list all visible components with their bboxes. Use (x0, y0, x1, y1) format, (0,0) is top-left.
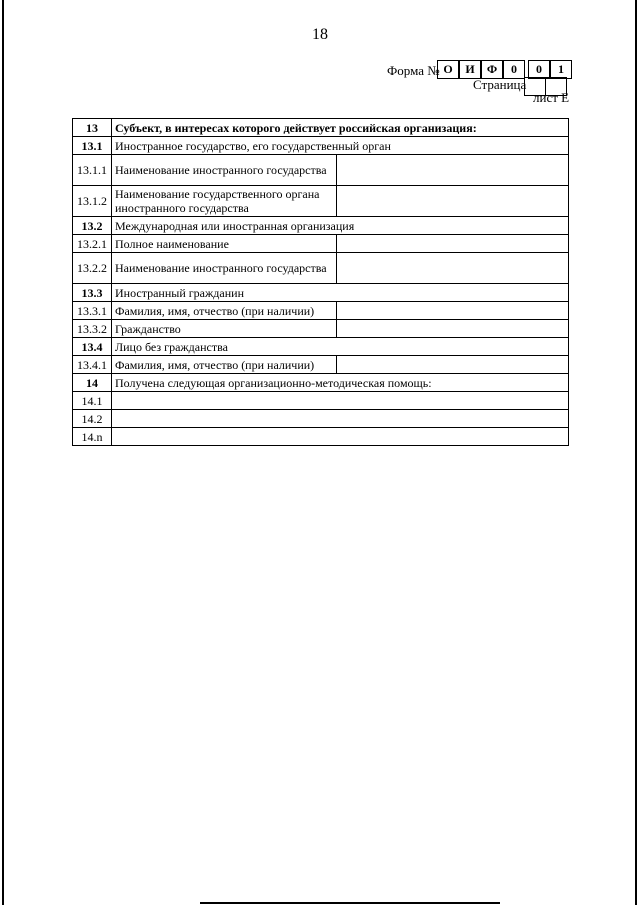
field-value[interactable] (337, 320, 569, 338)
field-label: Наименование иностранного государства (112, 155, 337, 186)
table-row (73, 253, 569, 284)
field-label: Гражданство (112, 320, 337, 338)
scan-border-left (2, 0, 4, 905)
row-number: 13.2.2 (73, 253, 112, 284)
row-number: 14.n (73, 428, 112, 446)
scan-border-right (635, 0, 637, 905)
field-value[interactable] (337, 235, 569, 253)
form-code-char: 0 (528, 60, 550, 79)
table-row (73, 410, 569, 428)
row-heading: Иностранное государство, его государственный орган (112, 137, 569, 155)
page-field-label: Страница (473, 77, 527, 92)
form-number-label: Форма № (387, 63, 440, 78)
entry-field[interactable] (112, 410, 569, 428)
row-number: 14.1 (73, 392, 112, 410)
row-number: 13.2 (73, 217, 112, 235)
table-row (73, 392, 569, 410)
entry-field[interactable] (112, 428, 569, 446)
field-label: Наименование иностранного государства (112, 253, 337, 284)
entry-field[interactable] (112, 392, 569, 410)
row-number: 13.1.1 (73, 155, 112, 186)
form-code-char: 0 (503, 60, 525, 79)
scan-border-bottom (200, 902, 500, 904)
row-number: 13.4 (73, 338, 112, 356)
row-heading: Иностранный гражданин (112, 284, 569, 302)
page-field (473, 77, 529, 93)
row-number: 13.1.2 (73, 186, 112, 217)
row-heading: Международная или иностранная организация (112, 217, 569, 235)
table-row (73, 235, 569, 253)
page-number: 18 (312, 26, 328, 43)
row-number: 13.2.1 (73, 235, 112, 253)
field-label: Фамилия, имя, отчество (при наличии) (112, 302, 337, 320)
table-row (73, 374, 569, 392)
table-row (73, 137, 569, 155)
table-row (73, 356, 569, 374)
field-value[interactable] (337, 302, 569, 320)
row-number: 13.1 (73, 137, 112, 155)
row-heading: Лицо без гражданства (112, 338, 569, 356)
subject-table (72, 118, 569, 446)
field-label: Фамилия, имя, отчество (при наличии) (112, 356, 337, 374)
field-label: Полное наименование (112, 235, 337, 253)
table-row (73, 119, 569, 137)
field-value[interactable] (337, 253, 569, 284)
table-row (73, 428, 569, 446)
table-row (73, 320, 569, 338)
table-row (73, 338, 569, 356)
row-number: 13.3.2 (73, 320, 112, 338)
row-heading: Субъект, в интересах которого действует российская организация: (112, 119, 569, 137)
row-number: 14 (73, 374, 112, 392)
table-row (73, 302, 569, 320)
form-code-char: И (459, 60, 481, 79)
form-code-char: 1 (550, 60, 572, 79)
form-code-char: О (437, 60, 459, 79)
table-row (73, 217, 569, 235)
field-value[interactable] (337, 356, 569, 374)
field-label: Наименование государственного органа иностранного государства (112, 186, 337, 217)
field-value[interactable] (337, 186, 569, 217)
row-number: 13.3 (73, 284, 112, 302)
table-row (73, 186, 569, 217)
field-value[interactable] (337, 155, 569, 186)
row-number: 13 (73, 119, 112, 137)
row-number: 13.3.1 (73, 302, 112, 320)
row-number: 14.2 (73, 410, 112, 428)
row-heading: Получена следующая организационно-методическая помощь: (112, 374, 569, 392)
table-row (73, 155, 569, 186)
row-number: 13.4.1 (73, 356, 112, 374)
form-code-char: Ф (481, 60, 503, 79)
sheet-label: лист Е (533, 90, 570, 105)
table-row (73, 284, 569, 302)
